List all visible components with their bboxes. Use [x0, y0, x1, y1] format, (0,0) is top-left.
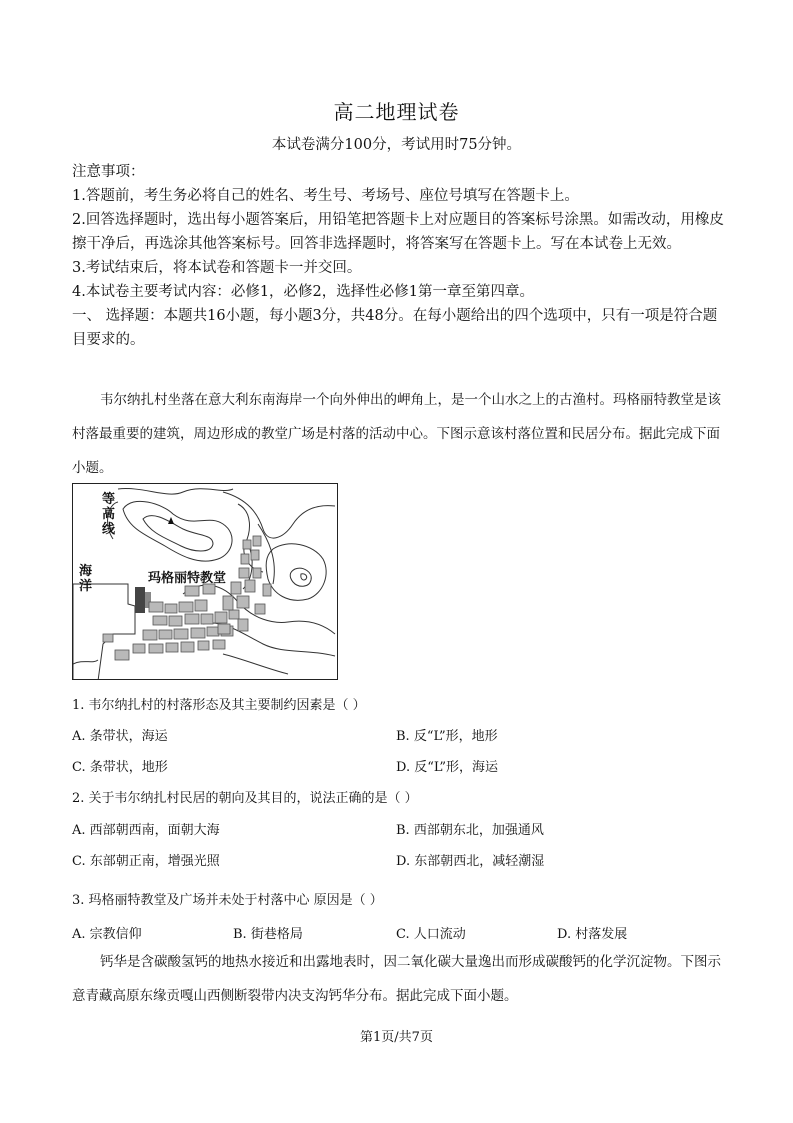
q1-option-a: A. 条带状，海运 [72, 729, 168, 744]
question-3-stem: 3. 玛格丽特教堂及广场并未处于村落中心 原因是（ ） [72, 893, 383, 908]
q2-option-d: D. 东部朝西北，减轻潮湿 [396, 854, 545, 869]
passage-1-text: 韦尔纳扎村坐落在意大利东南海岸一个向外伸出的岬角上，是一个山水之上的古渔村。玛格丽特教堂是该村落最重要的建筑，周边形成的教堂广场是村落的活动中心。下图示意该村落位置和民居分布。据此完成下面小题。 [72, 392, 721, 476]
passage-2-text: 钙华是含碳酸氢钙的地热水接近和出露地表时，因二氧化碳大量逸出而形成碳酸钙的化学沉淀物。下图示意青藏高原东缘贡嘎山西侧断裂带内决支沟钙华分布。据此完成下面小题。 [72, 954, 721, 1004]
notice-heading: 注意事项： [72, 164, 145, 180]
q1-option-d: D. 反“L”形，海运 [396, 760, 499, 775]
passage-1 [72, 383, 724, 485]
q3-option-a: A. 宗教信仰 [72, 927, 142, 942]
q3-option-d: D. 村落发展 [557, 927, 628, 942]
section-heading: 一、 选择题：本题共16小题，每小题3分，共48分。在每小题给出的四个选项中，只有一项是符合题目要求的。 [72, 308, 718, 348]
q3-option-b: B. 街巷格局 [233, 927, 303, 942]
exam-title: 高二地理试卷 [333, 100, 460, 124]
village-map-figure [72, 483, 338, 680]
map-label-sea: 海洋 [79, 564, 93, 594]
q2-option-a: A. 西部朝西南，面朝大海 [72, 823, 220, 838]
question-2-stem: 2. 关于韦尔纳扎村民居的朝向及其目的，说法正确的是（ ） [72, 791, 418, 806]
notice-item-4: 4.本试卷主要考试内容：必修1，必修2，选择性必修1第一章至第四章。 [72, 284, 535, 300]
notice-item-2: 2.回答选择题时，选出每小题答案后，用铅笔把答题卡上对应题目的答案标号涂黑。如需改动，用橡皮擦干净后，再选涂其他答案标号。回答非选择题时，将答案写在答题卡上。写在本试卷上无效。 [72, 212, 724, 252]
passage-2 [72, 945, 724, 1013]
exam-subtitle: 本试卷满分100分，考试用时75分钟。 [271, 137, 522, 153]
notice-item-3: 3.考试结束后，将本试卷和答题卡一并交回。 [72, 260, 362, 276]
page-footer: 第1页/共7页 [360, 1030, 433, 1045]
map-label-contour: 等高线 [102, 492, 116, 537]
notice-item-1: 1.答题前，考生务必将自己的姓名、考生号、考场号、座位号填写在答题卡上。 [72, 188, 579, 204]
q1-option-b: B. 反“L”形，地形 [396, 729, 498, 744]
map-label-church: 玛格丽特教堂 [148, 571, 227, 586]
q1-option-c: C. 条带状，地形 [72, 760, 168, 775]
q2-option-b: B. 西部朝东北，加强通风 [396, 823, 544, 838]
notice-block [72, 160, 724, 352]
question-1-stem: 1. 韦尔纳扎村的村落形态及其主要制约因素是（ ） [72, 698, 366, 713]
q2-option-c: C. 东部朝正南，增强光照 [72, 854, 220, 869]
q3-option-c: C. 人口流动 [396, 927, 466, 942]
